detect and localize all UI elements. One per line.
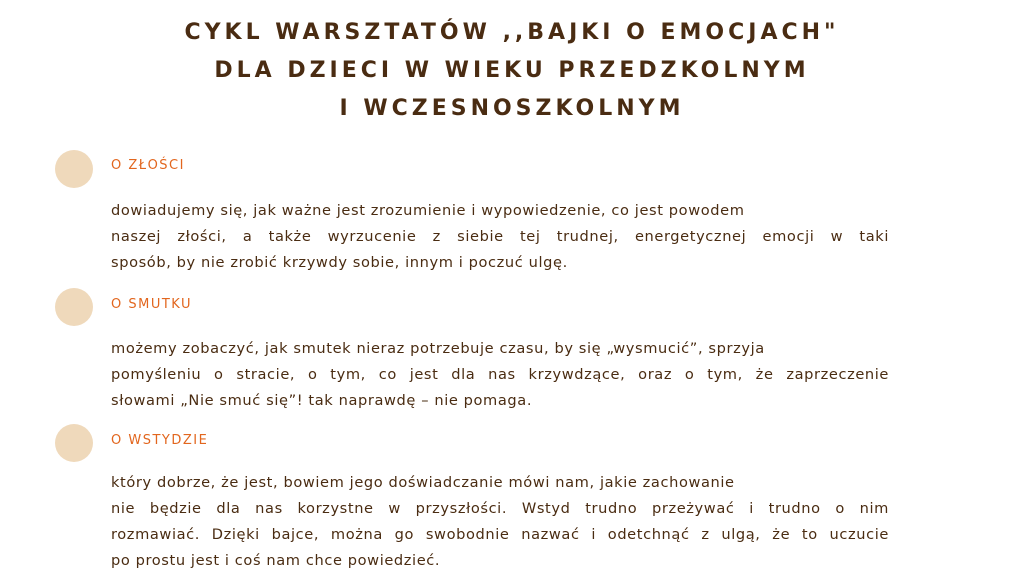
section-body: [111, 336, 889, 414]
title-line-2: DLA DZIECI W WIEKU PRZEDZKOLNYM: [214, 58, 810, 83]
body-line: dowiadujemy się, jak ważne jest zrozumienie i wypowiedzenie, co jest powodem: [111, 202, 745, 219]
bullet-circle-icon: [55, 424, 93, 462]
section-heading: O WSTYDZIE: [111, 433, 209, 448]
body-line: rozmawiać. Dzięki bajce, można go swobodnie nazwać i odetchnąć z ulgą, że to uczucie: [111, 526, 889, 543]
body-line: naszej złości, a także wyrzucenie z siebie tej trudnej, energetycznej emocji w taki: [111, 228, 889, 245]
title-line-3: I WCZESNOSZKOLNYM: [339, 96, 685, 121]
section-body: [111, 470, 889, 574]
bullet-circle-icon: [55, 288, 93, 326]
section-body: [111, 198, 889, 276]
body-line: nie będzie dla nas korzystne w przyszłości. Wstyd trudno przeżywać i trudno o nim: [111, 500, 889, 517]
bullet-circle-icon: [55, 150, 93, 188]
body-line: który dobrze, że jest, bowiem jego doświadczanie mówi nam, jakie zachowanie: [111, 474, 735, 491]
page-title: [0, 14, 1024, 128]
body-line: sposób, by nie zrobić krzywdy sobie, innym i poczuć ulgę.: [111, 254, 568, 271]
body-line: możemy zobaczyć, jak smutek nieraz potrzebuje czasu, by się „wysmucić”, sprzyja: [111, 340, 765, 357]
section-heading: O ZŁOŚCI: [111, 158, 185, 173]
body-line: słowami „Nie smuć się”! tak naprawdę – nie pomaga.: [111, 392, 533, 409]
body-line: po prostu jest i coś nam chce powiedzieć.: [111, 552, 441, 569]
section-heading: O SMUTKU: [111, 297, 192, 312]
body-line: pomyśleniu o stracie, o tym, co jest dla nas krzywdzące, oraz o tym, że zaprzeczenie: [111, 366, 889, 383]
title-line-1: CYKL WARSZTATÓW ,,BAJKI O EMOCJACH": [184, 20, 840, 45]
